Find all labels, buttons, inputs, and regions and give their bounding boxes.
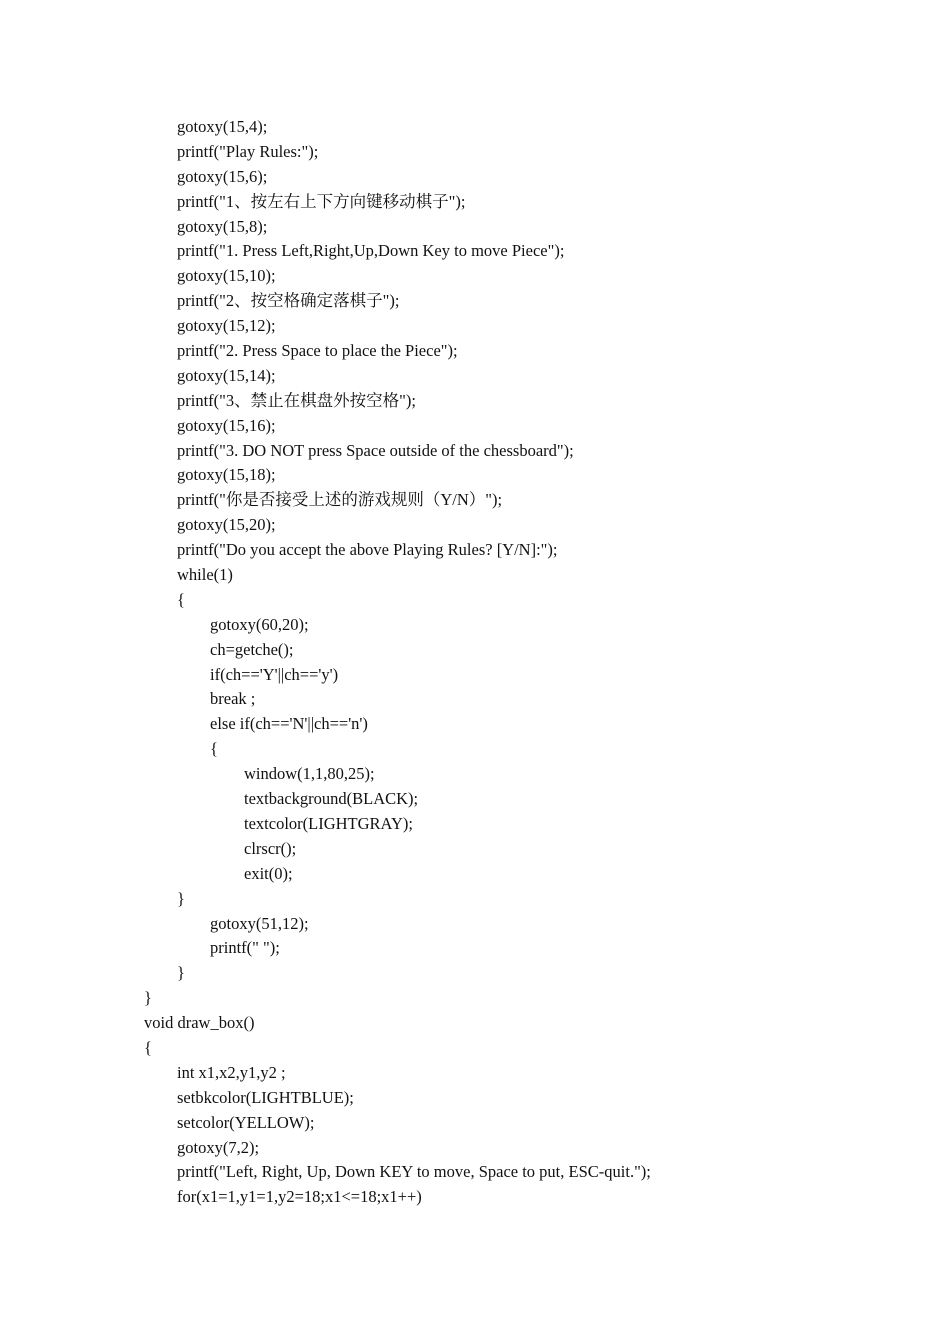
code-line: while(1) <box>177 565 233 585</box>
code-line: exit(0); <box>244 863 293 883</box>
code-line: gotoxy(15,20); <box>177 515 276 535</box>
code-line: printf("3. DO NOT press Space outside of the chessboard"); <box>177 440 574 460</box>
code-line: textcolor(LIGHTGRAY); <box>244 813 413 833</box>
code-line: printf("3、禁止在棋盘外按空格"); <box>177 390 416 410</box>
code-line: printf("Do you accept the above Playing Rules? [Y/N]:"); <box>177 540 558 560</box>
code-line: printf("1. Press Left,Right,Up,Down Key to move Piece"); <box>177 241 565 261</box>
code-line: gotoxy(60,20); <box>210 614 309 634</box>
code-line: printf("你是否接受上述的游戏规则（Y/N）"); <box>177 490 503 510</box>
code-line: { <box>210 739 218 759</box>
code-line: int x1,x2,y1,y2 ; <box>177 1062 286 1082</box>
code-line: gotoxy(15,18); <box>177 465 276 485</box>
code-line: else if(ch=='N'||ch=='n') <box>210 714 368 734</box>
code-line: gotoxy(15,12); <box>177 316 276 336</box>
code-line: textbackground(BLACK); <box>244 789 419 809</box>
code-line: gotoxy(15,6); <box>177 166 268 186</box>
code-line: gotoxy(51,12); <box>210 913 309 933</box>
code-line: clrscr(); <box>244 838 297 858</box>
code-line: { <box>177 589 185 609</box>
code-line: } <box>177 888 185 908</box>
code-line: { <box>144 1037 152 1057</box>
code-line: for(x1=1,y1=1,y2=18;x1<=18;x1++) <box>177 1187 422 1207</box>
code-listing <box>144 115 924 1210</box>
code-line: ch=getche(); <box>210 639 294 659</box>
code-line: window(1,1,80,25); <box>244 764 375 784</box>
code-line: printf("2. Press Space to place the Piece"); <box>177 341 458 361</box>
code-line: setcolor(YELLOW); <box>177 1112 315 1132</box>
code-line: gotoxy(15,8); <box>177 216 268 236</box>
code-line: printf("1、按左右上下方向键移动棋子"); <box>177 191 466 211</box>
code-line: gotoxy(15,4); <box>177 117 268 136</box>
code-line: gotoxy(15,10); <box>177 266 276 286</box>
code-line: break ; <box>210 689 256 709</box>
code-line: printf(" "); <box>210 938 280 958</box>
code-line: gotoxy(15,16); <box>177 415 276 435</box>
code-line: setbkcolor(LIGHTBLUE); <box>177 1087 354 1107</box>
code-line: if(ch=='Y'||ch=='y') <box>210 664 339 684</box>
code-line: void draw_box() <box>144 1013 255 1033</box>
code-line: gotoxy(15,14); <box>177 365 276 385</box>
code-line: } <box>177 963 185 983</box>
code-line: printf("Left, Right, Up, Down KEY to move, Space to put, ESC-quit."); <box>177 1162 651 1182</box>
code-line: gotoxy(7,2); <box>177 1137 260 1157</box>
code-line: printf("Play Rules:"); <box>177 141 319 161</box>
code-line: } <box>144 988 152 1008</box>
code-line: printf("2、按空格确定落棋子"); <box>177 291 400 311</box>
